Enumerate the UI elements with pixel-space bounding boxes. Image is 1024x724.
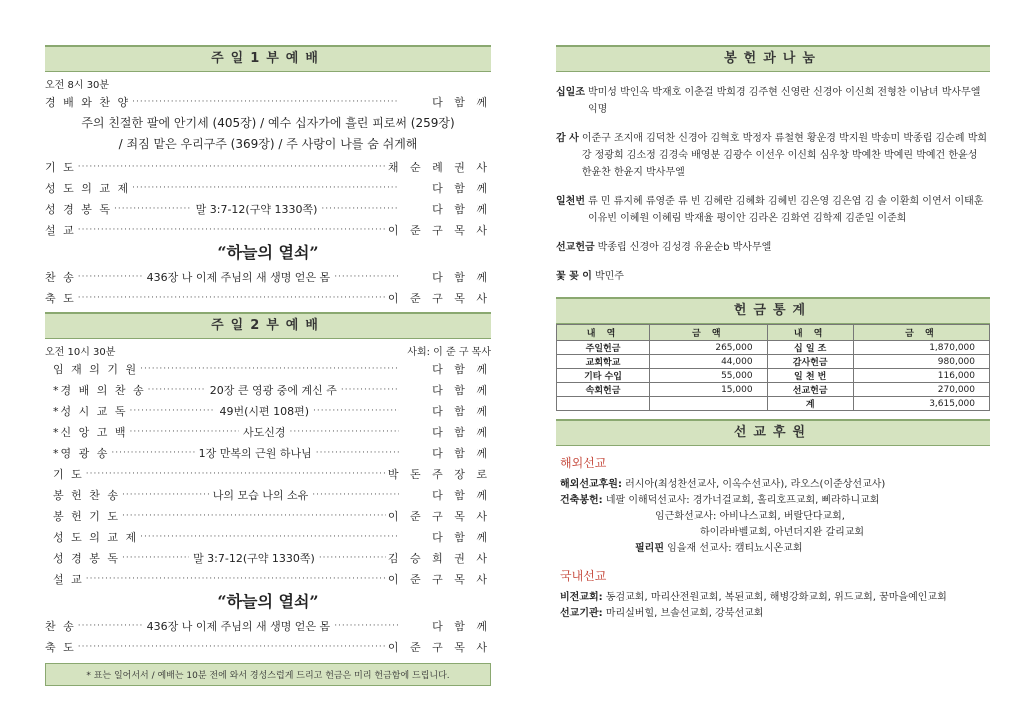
order-row <box>45 177 491 198</box>
stats-column-header: 금 액 <box>650 325 768 341</box>
order-leader: 다 함 께 <box>432 425 492 439</box>
domestic-title: 국내선교 <box>560 569 607 583</box>
order-label: 성 도 의 교 제 <box>53 530 139 544</box>
offering-section-head: 십일조 <box>556 87 585 98</box>
mission-line <box>560 493 990 509</box>
offering-section-head: 감 사 <box>556 133 579 144</box>
order-row <box>53 568 491 589</box>
table-cell: 265,000 <box>650 341 768 355</box>
hymn-line: 주의 친절한 팔에 안기세 (405장) / 예수 십자가에 흘린 피로써 (259장) <box>81 116 455 130</box>
order-leader: 다 함 께 <box>432 181 491 195</box>
order-row <box>45 636 491 657</box>
leader-dots <box>321 204 399 214</box>
mission-line <box>560 541 990 557</box>
stats-column-header: 내 역 <box>557 325 650 341</box>
order-row <box>53 442 491 463</box>
leader-dots <box>78 642 386 652</box>
leader-dots <box>86 469 386 479</box>
order-leader: 이 준 구 목 사 <box>387 223 491 237</box>
mission-line <box>560 590 990 606</box>
stats-column-header: 금 액 <box>853 325 989 341</box>
mission-line-body: 임근화선교사: 아비나스교회, 버랄단다교회, <box>655 511 845 522</box>
order-label: *영 광 송 <box>53 446 110 460</box>
table-cell <box>650 397 768 411</box>
order-leader: 다 함 께 <box>432 95 491 109</box>
table-row <box>557 341 990 355</box>
order-row <box>53 400 491 421</box>
table-cell: 980,000 <box>853 355 989 369</box>
mission-line-body: 네팔 이해덕선교사: 경가너걸교회, 홀리호프교회, 삐라하니교회 <box>605 495 880 506</box>
mission-line-head: 비전교회: <box>560 592 603 603</box>
leader-dots <box>132 97 399 107</box>
offering-names: 류 민 류지혜 류영준 류 빈 김혜란 김혜화 김혜빈 김은영 김은엽 김 솔 이환희 이연서 이태훈 이유빈 이혜원 이혜림 박재율 평이안 김라온 김화연 김학제 김준일 이준희 <box>587 196 984 224</box>
order-detail: 436장 나 이제 주님의 새 생명 얻은 몸 <box>146 619 331 633</box>
leader-dots <box>114 204 192 214</box>
table-row <box>557 383 990 397</box>
offering-section <box>556 84 990 118</box>
table-cell: 선교헌금 <box>767 383 853 397</box>
order-row <box>45 266 491 287</box>
table-row <box>557 397 990 411</box>
leader-dots <box>122 553 189 563</box>
offering-names: 박종립 신경아 김성경 유윤순b 박사무엘 <box>597 242 772 253</box>
order-leader: 다 함 께 <box>432 619 492 633</box>
order-label: 기 도 <box>45 160 76 174</box>
mission-line-body: 임을재 선교사: 캠티뇨시온교회 <box>667 543 803 554</box>
table-cell: 일 천 번 <box>767 369 853 383</box>
order-leader: 다 함 께 <box>432 383 491 397</box>
table-cell: 3,615,000 <box>853 397 989 411</box>
order-leader: 다 함 께 <box>432 202 491 216</box>
order-detail: 20장 큰 영광 중에 계신 주 <box>209 383 337 397</box>
leader-dots <box>312 490 399 500</box>
order-leader: 이 준 구 목 사 <box>387 291 491 305</box>
order-leader: 이 준 구 목 사 <box>387 640 491 654</box>
leader-dots <box>78 225 386 235</box>
order-row <box>53 421 491 442</box>
service1-header: 주일1부예배 <box>45 45 491 72</box>
table-cell: 주일헌금 <box>557 341 650 355</box>
table-cell: 감사헌금 <box>767 355 853 369</box>
offering-section <box>556 239 990 256</box>
hymn-line: / 죄짐 맡은 우리구주 (369장) / 주 사랑이 나를 숨 쉬게해 <box>118 137 418 151</box>
overseas-title: 해외선교 <box>560 456 607 470</box>
service2-time-line <box>45 343 491 358</box>
order-label: 찬 송 <box>45 270 76 284</box>
order-row <box>53 358 491 379</box>
table-cell: 십 일 조 <box>767 341 853 355</box>
order-row <box>53 484 491 505</box>
order-label: 설 교 <box>45 223 76 237</box>
order-leader: 다 함 께 <box>432 446 491 460</box>
service2-time: 오전 10시 30분 <box>45 347 116 358</box>
order-row <box>53 526 491 547</box>
leader-dots <box>122 490 209 500</box>
offering-names: 박미성 박인옥 박재호 이춘걸 박희경 김주현 신영란 신경아 이신희 전형찬 이남녀 박사무엘 익명 <box>587 87 981 115</box>
offering-section-head: 일천번 <box>556 196 585 207</box>
table-cell: 기타 수입 <box>557 369 650 383</box>
order-label: 설 교 <box>53 572 84 586</box>
offering-section-head: 선교헌금 <box>556 242 595 253</box>
mission-line-body: 러시아(최성찬선교사, 이옥수선교사), 라오스(이준상선교사) <box>625 479 886 490</box>
table-cell: 44,000 <box>650 355 768 369</box>
leader-dots <box>148 385 206 395</box>
leader-dots <box>334 621 399 631</box>
order-label: 임 재 의 기 원 <box>53 362 139 376</box>
table-cell: 116,000 <box>853 369 989 383</box>
service1-hymns <box>45 114 491 154</box>
order-row <box>45 156 491 177</box>
service2-presider: 사회: 이 준 구 목사 <box>407 347 491 358</box>
order-row <box>53 463 491 484</box>
order-leader: 다 함 께 <box>432 362 491 376</box>
order-leader: 다 함 께 <box>432 404 492 418</box>
stats-column-header: 내 역 <box>767 325 853 341</box>
table-row <box>557 355 990 369</box>
order-row <box>45 287 491 308</box>
order-detail: 1장 만복의 근원 하나님 <box>198 446 312 460</box>
leader-dots <box>140 364 399 374</box>
table-cell: 계 <box>767 397 853 411</box>
order-detail: 나의 모습 나의 소유 <box>212 488 309 502</box>
order-leader: 박 돈 주 장 로 <box>387 467 491 481</box>
service-note: * 표는 일어서서 / 예배는 10분 전에 와서 경성스럽게 드리고 헌금은 미리 헌금함에 드립니다. <box>45 663 491 686</box>
order-label: 찬 송 <box>45 619 76 633</box>
order-label: 축 도 <box>45 291 76 305</box>
right-column <box>556 45 990 622</box>
order-row <box>53 379 491 400</box>
leader-dots <box>86 574 386 584</box>
leader-dots <box>313 406 399 416</box>
leader-dots <box>341 385 399 395</box>
offering-section <box>556 268 990 285</box>
order-leader: 이 준 구 목 사 <box>387 509 491 523</box>
table-cell: 1,870,000 <box>853 341 989 355</box>
leader-dots <box>140 532 399 542</box>
table-cell: 15,000 <box>650 383 768 397</box>
order-label: *성 시 교 독 <box>53 404 128 418</box>
order-leader: 이 준 구 목 사 <box>387 572 491 586</box>
offering-section <box>556 193 990 227</box>
order-row <box>53 547 491 568</box>
order-detail: 말 3:7-12(구약 1330쪽) <box>193 551 315 565</box>
leader-dots <box>319 553 386 563</box>
leader-dots <box>122 511 386 521</box>
leader-dots <box>130 406 216 416</box>
offering-header: 봉헌과나눔 <box>556 45 990 72</box>
offering-names: 이준구 조지애 김덕찬 신경아 김혁호 박정자 류철현 황운경 박지원 박송미 박종립 김순례 박희강 정광희 김소정 김경숙 배영분 김광수 이선우 이신희 심우창 박예찬 박예린 박예건 한윤성 한윤찬 한윤지 박사무엘 <box>581 133 988 178</box>
leader-dots <box>132 183 399 193</box>
order-row <box>45 91 491 112</box>
service2-sermon-title: “하늘의 열쇠” <box>217 592 319 611</box>
table-cell: 270,000 <box>853 383 989 397</box>
leader-dots <box>78 621 143 631</box>
stats-header: 헌금통계 <box>556 297 990 324</box>
offering-names: 박민주 <box>594 271 624 282</box>
order-label: *신 앙 고 백 <box>53 425 128 439</box>
stats-table <box>556 324 990 411</box>
leader-dots <box>316 448 399 458</box>
left-column <box>45 45 491 686</box>
mission-line-head: 필리핀 <box>635 543 664 554</box>
order-leader: 김 승 희 권 사 <box>387 551 491 565</box>
order-detail: 사도신경 <box>243 425 286 439</box>
mission-line <box>560 477 990 493</box>
leader-dots <box>78 272 143 282</box>
mission-header: 선교후원 <box>556 419 990 446</box>
order-label: 기 도 <box>53 467 84 481</box>
leader-dots <box>78 162 386 172</box>
order-detail: 말 3:7-12(구약 1330쪽) <box>195 202 318 216</box>
order-row <box>45 219 491 240</box>
mission-line-body: 하이라바벨교회, 아년더지완 갈리교회 <box>700 527 865 538</box>
service1-time: 오전 8시 30분 <box>45 80 110 91</box>
order-label: 축 도 <box>45 640 76 654</box>
service1-sermon-title: “하늘의 열쇠” <box>217 243 319 262</box>
mission-line-body: 마리실버힐, 브솔선교회, 강북선교회 <box>605 608 764 619</box>
service2-header: 주일2부예배 <box>45 312 491 339</box>
table-row <box>557 369 990 383</box>
offering-section <box>556 130 990 181</box>
leader-dots <box>78 293 386 303</box>
table-cell: 교회학교 <box>557 355 650 369</box>
order-label: 성 경 봉 독 <box>53 551 120 565</box>
leader-dots <box>334 272 399 282</box>
order-label: 성 도 의 교 제 <box>45 181 131 195</box>
table-cell: 55,000 <box>650 369 768 383</box>
order-leader: 다 함 께 <box>432 270 492 284</box>
order-label: *경 배 의 찬 송 <box>53 383 146 397</box>
order-label: 봉 헌 찬 송 <box>53 488 120 502</box>
order-leader: 채 순 례 권 사 <box>387 160 491 174</box>
mission-line-head: 건축봉헌: <box>560 495 603 506</box>
mission-line-head: 선교기관: <box>560 608 603 619</box>
mission-line-head: 해외선교후원: <box>560 479 622 490</box>
order-row <box>45 615 491 636</box>
order-label: 경 배 와 찬 양 <box>45 95 131 109</box>
order-leader: 다 함 께 <box>432 488 491 502</box>
mission-line <box>560 525 990 541</box>
order-label: 봉 헌 기 도 <box>53 509 120 523</box>
leader-dots <box>130 427 240 437</box>
order-row <box>45 198 491 219</box>
table-cell: 속회헌금 <box>557 383 650 397</box>
mission-line <box>560 509 990 525</box>
mission-line <box>560 606 990 622</box>
leader-dots <box>111 448 194 458</box>
mission-line-body: 동검교회, 마리산전원교회, 복된교회, 해병강화교회, 위드교회, 꿈마을예인교회 <box>605 592 947 603</box>
order-row <box>53 505 491 526</box>
table-cell <box>557 397 650 411</box>
offering-section-head: 꽃 꽂 이 <box>556 271 592 282</box>
order-label: 성 경 봉 독 <box>45 202 112 216</box>
order-detail: 49번(시편 108편) <box>219 404 310 418</box>
order-leader: 다 함 께 <box>432 530 491 544</box>
order-detail: 436장 나 이제 주님의 새 생명 얻은 몸 <box>146 270 331 284</box>
leader-dots <box>290 427 400 437</box>
